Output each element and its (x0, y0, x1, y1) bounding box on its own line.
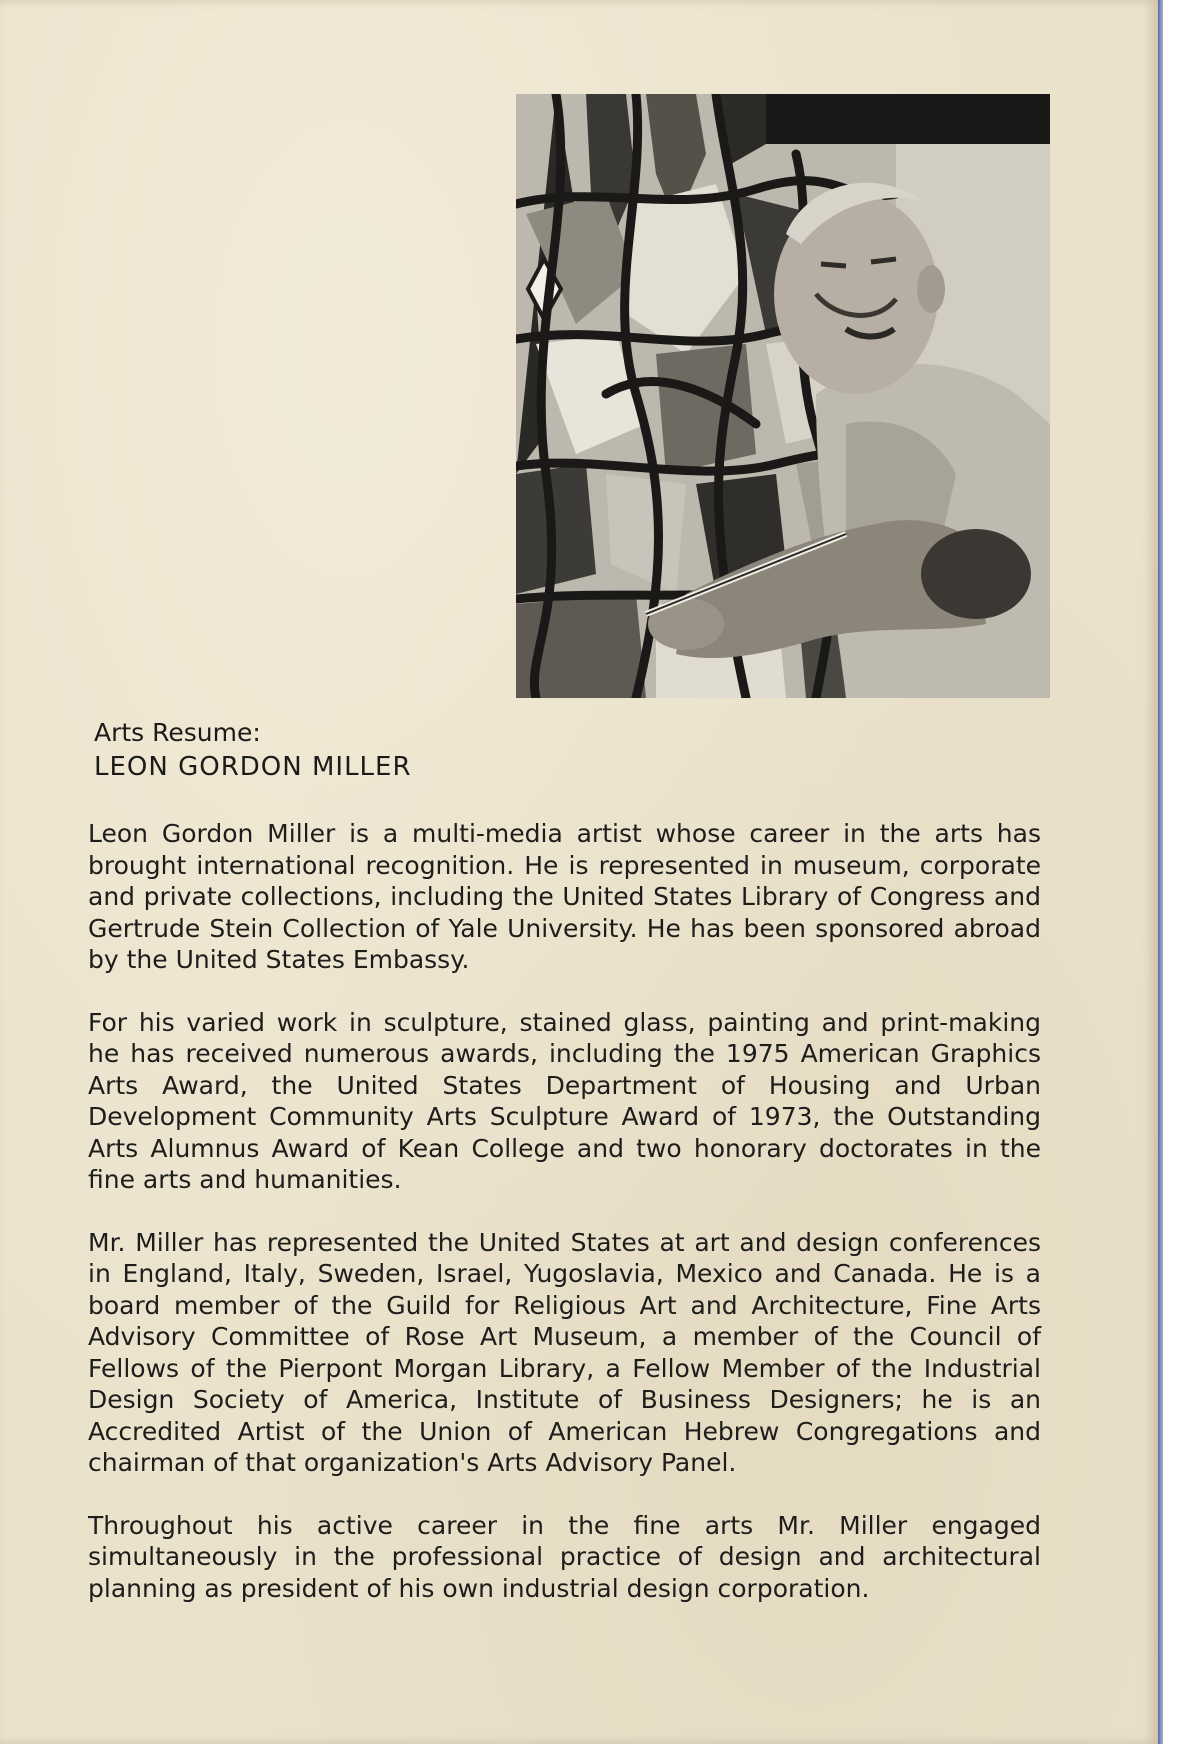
bio-paragraph: For his varied work in sculpture, stained glass, painting and print-making he has received numerous awards, including the 1975 American Graphics Arts Award, the United States Department of Housing and Urban Development Community Arts Sculpture Award of 1973, the Outstanding Arts Alumnus Award of Kean College and two honorary doctorates in the fine arts and humanities. (88, 1007, 1041, 1194)
page-edge (1158, 0, 1163, 1744)
bio-paragraph: Leon Gordon Miller is a multi-media artist whose career in the arts has brought international recognition. He is represented in museum, corporate and private collections, including the United States Library of Congress and Gertrude Stein Collection of Yale University. He has been sponsored abroad by the United States Embassy. (88, 819, 1041, 974)
bio-paragraph: Throughout his active career in the fine arts Mr. Miller engaged simultaneously in the professional practice of design and architectural planning as president of his own industrial design corporation. (88, 1510, 1041, 1603)
artist-name: LEON GORDON MILLER (94, 752, 412, 782)
bio-paragraph: Mr. Miller has represented the United States at art and design conferences in England, Italy, Sweden, Israel, Yugoslavia, Mexico and Canada. He is a board member of the Guild for Religious Art and Architecture, Fine Arts Advisory Committee of Rose Art Museum, a member of the Council of Fellows of the Pierpont Morgan Library, a Fellow Member of the Industrial Design Society of America, Institute of Business Designers; he is an Accredited Artist of the Union of American Hebrew Congregations and chairman of that organization's Arts Advisory Panel. (88, 1227, 1041, 1477)
artist-photo (516, 94, 1050, 698)
resume-heading (94, 716, 412, 784)
resume-label: Arts Resume: (94, 718, 261, 747)
biography (88, 818, 1041, 1635)
